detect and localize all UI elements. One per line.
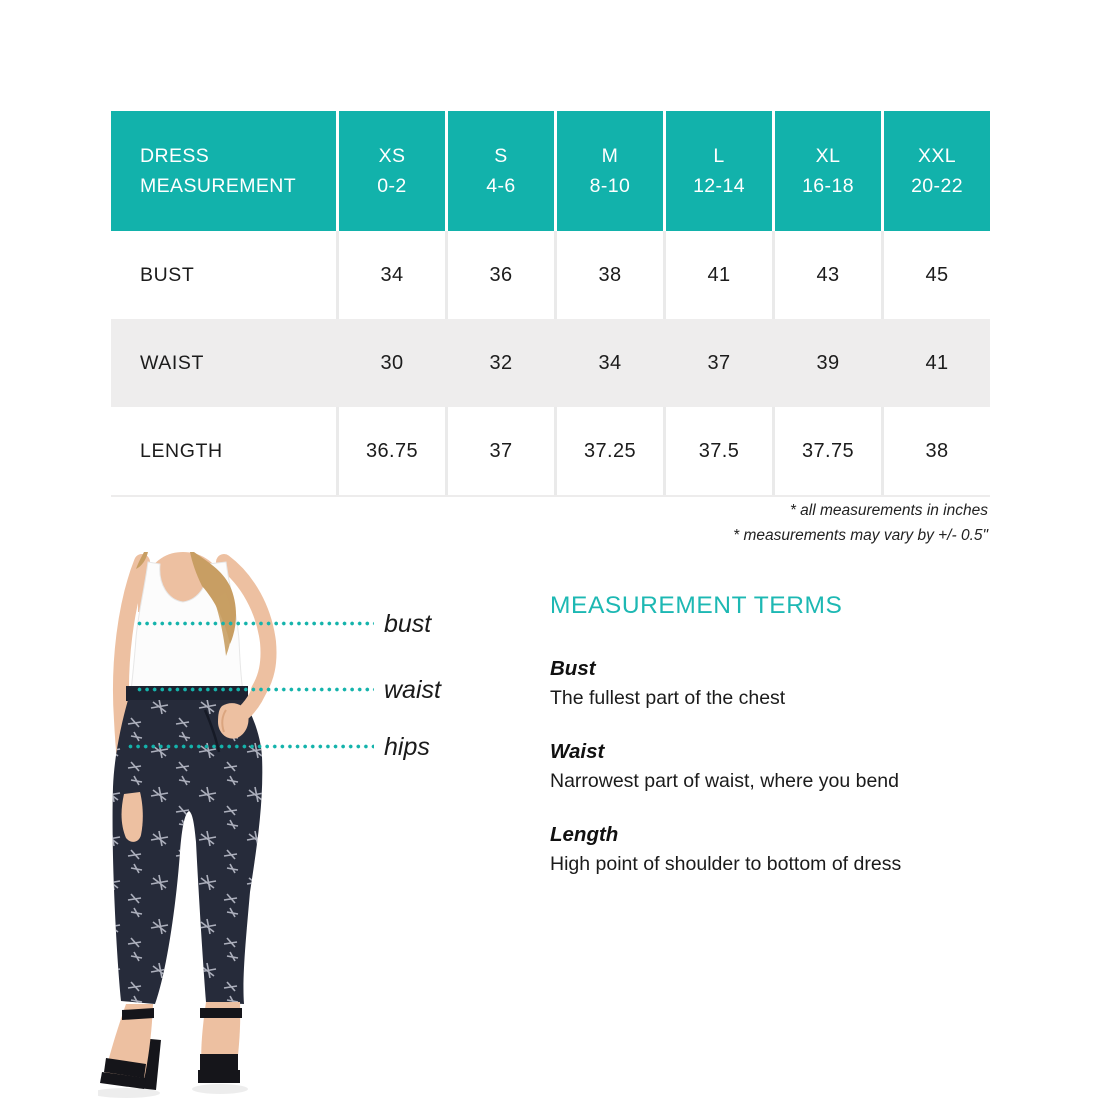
header-label-line2: MEASUREMENT (140, 175, 297, 197)
row-label-waist: WAIST (111, 319, 336, 407)
header-cell-s (448, 111, 554, 231)
header-cell-dress-measurement (111, 111, 336, 231)
value-cell: 37.5 (666, 407, 772, 495)
size-range: 20-22 (911, 175, 963, 197)
terms-heading: MEASUREMENT TERMS (550, 592, 843, 619)
model-photo (98, 552, 298, 1100)
value-cell: 41 (666, 231, 772, 319)
size-range: 4-6 (486, 175, 516, 197)
value-cell: 41 (884, 319, 990, 407)
hips-measure-line (128, 744, 374, 749)
size-name: L (713, 145, 725, 167)
size-name: S (494, 145, 508, 167)
value-cell: 37.75 (775, 407, 881, 495)
term-waist-name: Waist (550, 740, 605, 763)
table-row-length (111, 407, 990, 495)
value-cell: 32 (448, 319, 554, 407)
value-cell: 38 (557, 231, 663, 319)
term-bust (550, 657, 1020, 710)
term-bust-name: Bust (550, 657, 596, 680)
header-cell-m (557, 111, 663, 231)
value-cell: 36 (448, 231, 554, 319)
table-row-waist (111, 319, 990, 407)
header-cell-xxl (884, 111, 990, 231)
term-waist-definition: Narrowest part of waist, where you bend (550, 770, 900, 792)
row-label-bust: BUST (111, 231, 336, 319)
value-cell: 43 (775, 231, 881, 319)
size-range: 8-10 (589, 175, 631, 197)
footnote-inches: * all measurements in inches (789, 502, 988, 519)
size-range: 0-2 (377, 175, 407, 197)
footnote-variance: * measurements may vary by +/- 0.5" (733, 526, 988, 544)
term-length-name: Length (550, 823, 619, 846)
value-cell: 37 (448, 407, 554, 495)
table-row-bust (111, 231, 990, 319)
size-chart-table (111, 111, 990, 497)
value-cell: 30 (339, 319, 445, 407)
term-length (550, 823, 1020, 876)
size-range: 16-18 (802, 175, 854, 197)
value-cell: 45 (884, 231, 990, 319)
table-footnotes (733, 499, 988, 548)
hips-label: hips (384, 733, 430, 761)
term-length-definition: High point of shoulder to bottom of dress (550, 853, 902, 875)
waist-measure-line (137, 687, 374, 692)
table-header-row (111, 111, 990, 231)
size-name: XXL (917, 145, 957, 167)
value-cell: 38 (884, 407, 990, 495)
size-name: XL (815, 145, 841, 167)
value-cell: 37 (666, 319, 772, 407)
bust-measure-line (137, 621, 374, 626)
term-waist (550, 740, 1020, 793)
header-cell-l (666, 111, 772, 231)
value-cell: 39 (775, 319, 881, 407)
term-bust-definition: The fullest part of the chest (550, 687, 786, 709)
waist-label: waist (384, 676, 441, 704)
value-cell: 34 (557, 319, 663, 407)
header-cell-xl (775, 111, 881, 231)
row-label-length: LENGTH (111, 407, 336, 495)
header-label-line1: DRESS (140, 145, 210, 167)
size-range: 12-14 (693, 175, 745, 197)
header-cell-xs (339, 111, 445, 231)
size-name: M (601, 145, 619, 167)
value-cell: 36.75 (339, 407, 445, 495)
size-name: XS (378, 145, 406, 167)
value-cell: 37.25 (557, 407, 663, 495)
bust-label: bust (384, 610, 432, 638)
measurement-terms-section (550, 592, 1020, 906)
value-cell: 34 (339, 231, 445, 319)
